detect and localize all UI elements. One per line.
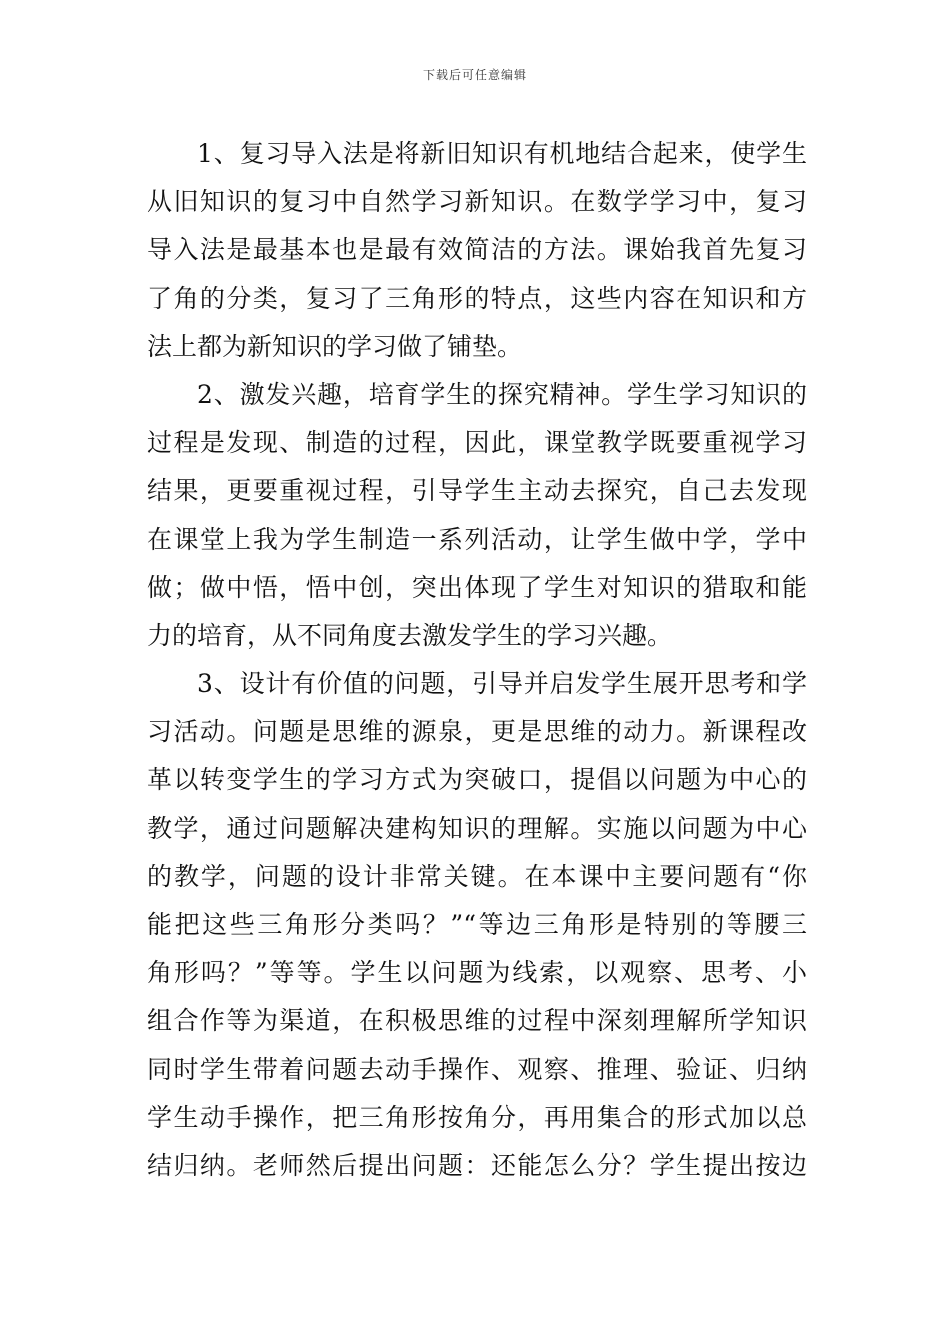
paragraph-1-line-5: 法上都为新知识的学习做了铺垫。 [147, 331, 523, 361]
paragraph-3-line-10: 学生动手操作，把三角形按角分，再用集合的形式加以总 [147, 1102, 807, 1132]
paragraph-2-line-1: 2、激发兴趣，培育学生的探究精神。学生学习知识的 [197, 379, 807, 409]
paragraph-3-line-2: 习活动。问题是思维的源泉，更是思维的动力。新课程改 [147, 717, 807, 747]
paragraph-3-line-1: 3、设计有价值的问题，引导并启发学生展开思考和学 [197, 669, 807, 699]
paragraph-3-line-7: 角形吗？”等等。学生以问题为线索，以观察、思考、小 [147, 958, 807, 988]
page-header: 下载后可任意编辑 [422, 68, 527, 82]
paragraph-2-line-6: 力的培育，从不同角度去激发学生的学习兴趣。 [147, 620, 673, 650]
paragraph-1-line-2: 从旧知识的复习中自然学习新知识。在数学学习中，复习 [147, 187, 807, 217]
paragraph-2-line-2: 过程是发现、制造的过程，因此，课堂教学既要重视学习 [147, 428, 807, 458]
paragraph-3-line-3: 革以转变学生的学习方式为突破口，提倡以问题为中心的 [147, 765, 807, 795]
document-body [147, 130, 807, 1190]
paragraph-3-line-4: 教学，通过问题解决建构知识的理解。实施以问题为中心 [147, 813, 807, 843]
paragraph-1-line-3: 导入法是最基本也是最有效简洁的方法。课始我首先复习 [147, 235, 807, 265]
paragraph-3-line-8: 组合作等为渠道，在积极思维的过程中深刻理解所学知识 [147, 1006, 807, 1036]
paragraph-2-line-4: 在课堂上我为学生制造一系列活动，让学生做中学，学中 [147, 524, 807, 554]
paragraph-3-line-11: 结归纳。老师然后提出问题：还能怎么分？学生提出按边 [147, 1150, 807, 1180]
paragraph-3-line-5: 的教学，问题的设计非常关键。在本课中主要问题有“你 [147, 861, 807, 891]
paragraph-1-line-1: 1、复习导入法是将新旧知识有机地结合起来，使学生 [197, 139, 807, 168]
paragraph-1-line-4: 了角的分类，复习了三角形的特点，这些内容在知识和方 [147, 283, 807, 313]
paragraph-2-line-3: 结果，更要重视过程，引导学生主动去探究，自己去发现 [147, 476, 807, 506]
paragraph-2-line-5: 做；做中悟，悟中创，突出体现了学生对知识的猎取和能 [147, 572, 807, 602]
paragraph-3-line-6: 能把这些三角形分类吗？”“等边三角形是特别的等腰三 [147, 910, 807, 939]
paragraph-3-line-9: 同时学生带着问题去动手操作、观察、推理、验证、归纳 [147, 1054, 807, 1084]
